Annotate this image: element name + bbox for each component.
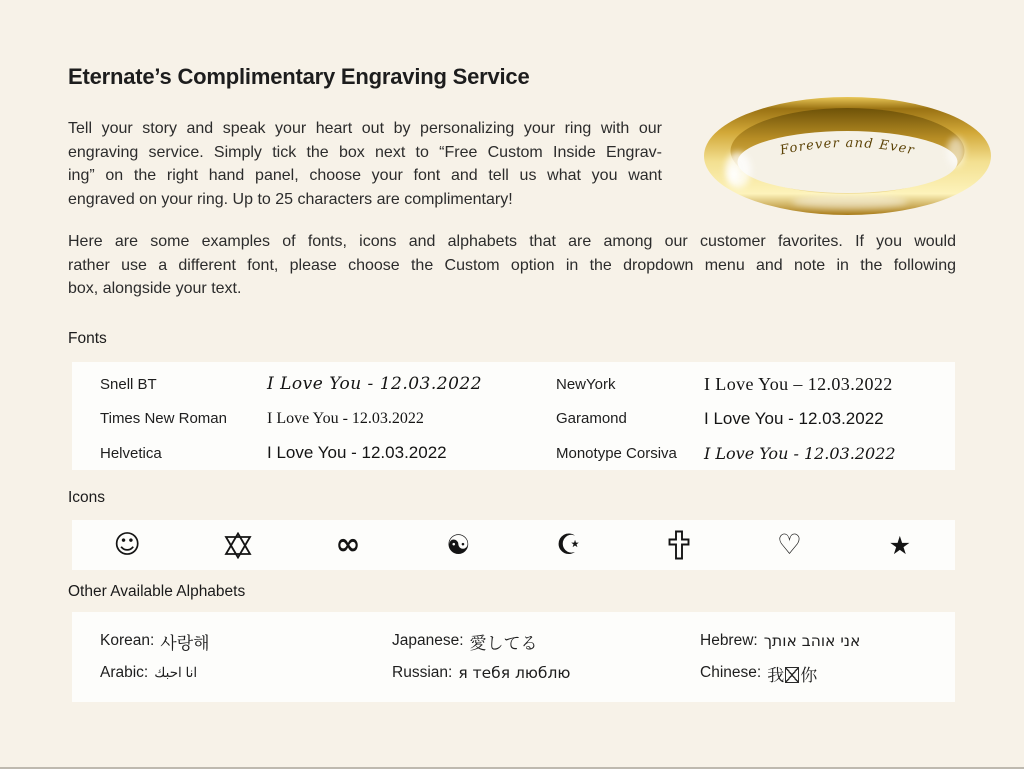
fonts-panel [72, 362, 955, 470]
yin-yang-icon: ☯ [446, 529, 471, 561]
font-row-snell-bt [100, 367, 520, 402]
font-name: Monotype Corsiva [556, 444, 677, 462]
alphabet-sample-russian: я тебя люблю [458, 664, 571, 682]
font-sample-monotype-corsiva: I Love You - 12.03.2022 [704, 443, 896, 463]
alphabets-column-3 [700, 625, 860, 689]
icon-cell [182, 532, 292, 559]
alphabet-row-chinese [700, 657, 860, 689]
alphabet-sample-chinese [767, 661, 817, 686]
icons-section-label: Icons [68, 489, 106, 506]
alphabet-label: Japanese: [392, 632, 464, 649]
gold-ring-illustration [700, 90, 995, 223]
font-sample-newyork: I Love You – 12.03.2022 [704, 373, 893, 394]
alphabet-row-japanese [392, 625, 570, 657]
crescent-star-icon: ☪ [556, 528, 582, 561]
alphabet-sample-hebrew: אני אוהב אותך [763, 632, 861, 650]
alphabet-row-korean [100, 625, 210, 657]
alphabet-row-hebrew [700, 625, 860, 657]
chinese-char-before: 我 [767, 665, 785, 686]
alphabets-column-2 [392, 625, 570, 689]
page-title: Eternate’s Complimentary Engraving Service [68, 64, 530, 89]
alphabets-section-label: Other Available Alphabets [68, 583, 246, 600]
cross-icon [668, 530, 690, 560]
description-line: Here are some examples of fonts, icons and alphabets that are among our customer favorites. If you would [68, 233, 956, 250]
font-row-helvetica [100, 436, 520, 471]
intro-line: engraving service. Simply tick the box next to “Free Custom Inside Engrav- [68, 143, 662, 161]
font-sample-helvetica: I Love You - 12.03.2022 [267, 443, 447, 463]
font-name: Snell BT [100, 375, 157, 393]
chinese-char-after: 你 [800, 665, 818, 686]
alphabets-column-1 [100, 625, 210, 689]
font-row-times-new-roman [100, 402, 520, 437]
infinity-icon: ∞ [335, 527, 361, 562]
smiley-icon: ☺ [113, 530, 141, 560]
font-sample-garamond: I Love You - 12.03.2022 [704, 408, 884, 428]
heart-icon: ♡ [776, 528, 802, 561]
star-icon: ★ [888, 530, 912, 560]
alphabet-label: Hebrew: [700, 632, 758, 649]
font-sample-times-new-roman: I Love You - 12.03.2022 [267, 409, 424, 427]
icon-cell [845, 530, 955, 560]
font-name: Helvetica [100, 444, 162, 462]
alphabet-row-arabic [100, 657, 210, 689]
font-sample-snell-bt: I Love You - 12.03.2022 [267, 374, 483, 395]
icon-cell [293, 527, 403, 562]
intro-line: ing” on the right hand panel, choose your font and tell us what you want [68, 167, 662, 185]
alphabet-sample-japanese: 愛してる [469, 633, 538, 654]
description-paragraph [68, 230, 956, 301]
intro-paragraph [68, 117, 662, 211]
alphabet-sample-arabic: انا احبك [154, 665, 198, 680]
ring-engraving-text: Forever and Ever [778, 135, 917, 159]
icon-cell [514, 528, 624, 561]
alphabet-label: Arabic: [100, 664, 149, 681]
fonts-column-left [100, 367, 520, 471]
font-row-newyork [556, 367, 946, 402]
gold-ring-image [700, 90, 995, 223]
intro-line: Tell your story and speak your heart out by personalizing your ring with our [68, 120, 662, 137]
missing-glyph-box [785, 667, 799, 683]
alphabet-label: Russian: [392, 664, 453, 681]
alphabet-label: Korean: [100, 632, 155, 649]
font-row-garamond [556, 402, 946, 437]
font-name: Garamond [556, 410, 627, 428]
fonts-section-label: Fonts [68, 330, 107, 347]
icons-panel [72, 520, 955, 570]
font-row-monotype-corsiva [556, 436, 946, 471]
fonts-column-right [556, 367, 946, 471]
font-name: NewYork [556, 375, 616, 393]
description-line: rather use a different font, please choose the Custom option in the dropdown menu and note in the following [68, 256, 956, 274]
alphabet-row-russian [392, 657, 570, 689]
icon-cell [403, 529, 513, 561]
alphabets-panel [72, 612, 955, 702]
icon-cell [72, 532, 182, 558]
icon-cell [624, 530, 734, 560]
description-line: box, alongside your text. [68, 280, 242, 297]
font-name: Times New Roman [100, 410, 227, 428]
alphabet-sample-korean: 사랑해 [160, 633, 210, 654]
icon-cell [734, 528, 844, 561]
alphabet-label: Chinese: [700, 664, 762, 681]
intro-line: engraved on your ring. Up to 25 characters are complimentary! [68, 190, 513, 208]
star-of-david-icon [224, 532, 252, 559]
